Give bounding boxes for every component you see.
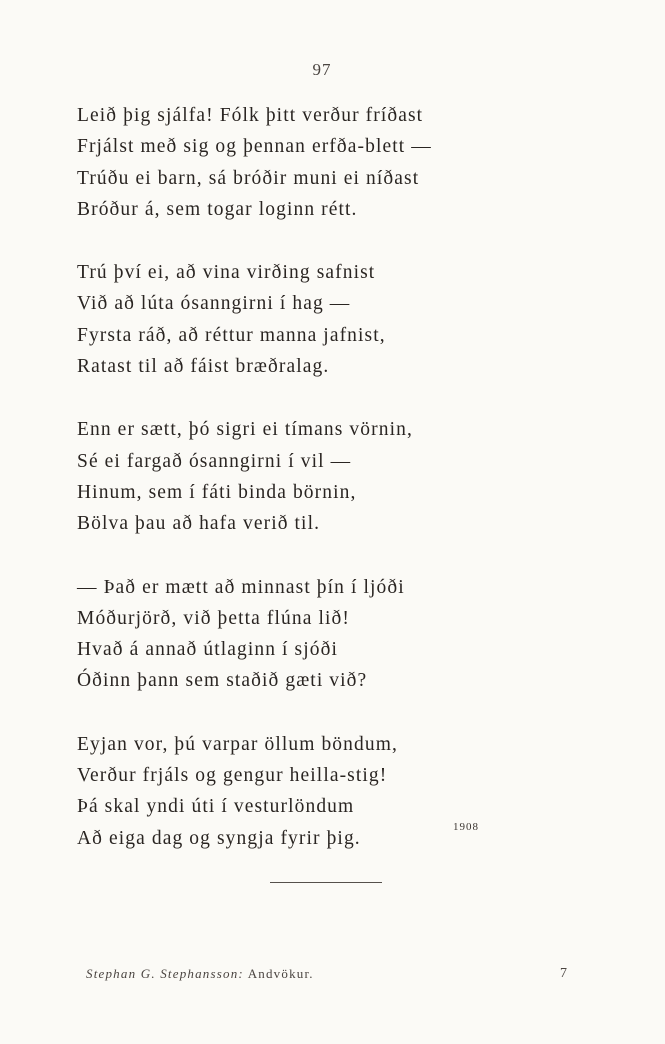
poem-line: Bróður á, sem togar loginn rétt.	[77, 198, 358, 220]
poem-line: Við að lúta ósanngirni í hag —	[77, 293, 351, 315]
poem-line: Frjálst með sig og þennan erfða-blett —	[77, 136, 432, 158]
stanza	[77, 414, 527, 539]
poem-line: Bölva þau að hafa verið til.	[77, 513, 321, 535]
footer-book-title: Andvökur.	[247, 966, 314, 981]
section-divider	[270, 882, 382, 883]
poem-line: Sé ei fargað ósanngirni í vil —	[77, 450, 352, 472]
poem-line: Verður frjáls og gengur heilla-stig!	[77, 765, 388, 787]
poem-line: Eyjan vor, þú varpar öllum böndum,	[77, 733, 398, 755]
poem-line: Hvað á annað útlaginn í sjóði	[77, 639, 338, 661]
poem-line: — Það er mætt að minnast þín í ljóði	[77, 576, 405, 598]
stanza	[77, 100, 527, 225]
page-number: 97	[312, 60, 332, 79]
poem-line: Móðurjörð, við þetta flúna lið!	[77, 607, 350, 629]
poem-line: Trú því ei, að vina virðing safnist	[77, 262, 376, 284]
poem-line: Enn er sætt, þó sigri ei tímans vörnin,	[77, 419, 413, 441]
poem-line: Leið þig sjálfa! Fólk þitt verður fríðast	[77, 105, 424, 126]
poem-line: Hinum, sem í fáti binda börnin,	[77, 481, 357, 503]
footer	[86, 966, 314, 982]
poem-line: Ratast til að fáist bræðralag.	[77, 356, 330, 378]
stanza	[77, 257, 527, 382]
footer-author: Stephan G. Stephansson:	[86, 966, 244, 981]
poem-line: Óðinn þann sem staðið gæti við?	[77, 670, 368, 692]
poem-line: Trúðu ei barn, sá bróðir muni ei níðast	[77, 167, 420, 189]
poem-year: 1908	[453, 821, 479, 833]
poem	[77, 100, 527, 886]
poem-line: Fyrsta ráð, að réttur manna jafnist,	[77, 324, 386, 346]
stanza	[77, 729, 527, 854]
poem-line: Þá skal yndi úti í vesturlöndum	[77, 796, 355, 818]
signature-mark: 7	[560, 966, 567, 981]
stanza	[77, 572, 527, 697]
poem-line: Að eiga dag og syngja fyrir þig.	[77, 827, 361, 849]
